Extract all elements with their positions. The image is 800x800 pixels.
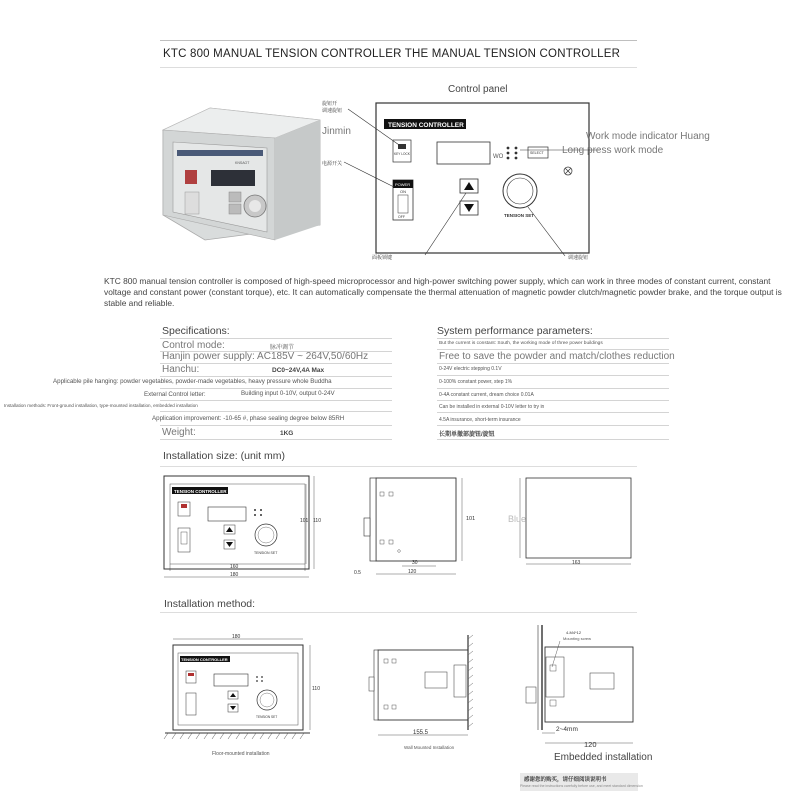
footer-cn: 感谢您的购买，请仔细阅读说明书	[524, 777, 607, 783]
perf-rule	[437, 400, 669, 401]
method-dim-110: 110	[312, 686, 320, 692]
size-watermark: Blue	[508, 514, 527, 524]
perf-row-7: 4.5A insurance, short-term insurance	[439, 417, 521, 423]
cp-cn-top-1: 旋钮开	[322, 101, 338, 107]
method-rule	[160, 612, 637, 613]
spec-weight-value: 1KG	[280, 430, 294, 437]
perf-row-8: 长期单撤部旋钮/旋钮	[439, 432, 495, 438]
method-dim-120: 120	[584, 740, 597, 749]
size-rule	[160, 466, 637, 467]
spec-external-control-value: Building input 0-10V, output 0-24V	[241, 390, 335, 397]
perf-rule	[437, 439, 669, 440]
cp-knob-label: TENSION SET	[504, 213, 535, 218]
cp-cn-top-2: 调速旋钮	[322, 108, 343, 114]
perf-rule	[437, 338, 669, 339]
cp-select-label: SELECT	[530, 151, 544, 155]
cp-power-label: POWER	[395, 182, 411, 187]
spec-output-value: DC0~24V,4A Max	[272, 367, 325, 374]
installation-method-drawings	[160, 625, 640, 765]
size-knob-label: TENSION SET	[254, 551, 278, 555]
size-dim-110: 110	[313, 518, 321, 524]
size-dim-101b: 101	[466, 516, 476, 522]
spec-rule	[160, 376, 392, 377]
top-rule	[160, 40, 637, 41]
mounting-screw-label: Mounting screw	[563, 636, 592, 641]
installation-size-heading: Installation size: (unit mm)	[163, 450, 285, 462]
spec-applicable-load: Applicable pile hanging: powder vegetables, powder-made vegetables, heavy pressure whole Buddha	[53, 378, 332, 385]
size-dim-120: 120	[408, 569, 417, 575]
perf-rule	[437, 425, 669, 426]
footer-note: Please read the instructions carefully before use, and meet standard dimension	[520, 784, 643, 788]
cp-key-label: KEY LOCK	[394, 152, 410, 156]
embedded-caption: Embedded installation	[554, 752, 653, 763]
installation-size-drawings	[150, 470, 650, 585]
perf-row-3: 0-24V electric stepping 0.1V	[439, 366, 502, 372]
perf-row-1: But the current is constant: South, the working mode of three power buildings	[439, 341, 603, 346]
method-dim-155: 155.5	[413, 730, 429, 736]
spec-rule	[160, 338, 392, 339]
spec-output-label: Hanchu:	[162, 364, 200, 375]
perf-rule	[437, 349, 669, 350]
spec-installation-methods: Installation methods: Front-ground installation, type-mounted installation, embedded installation	[4, 403, 198, 408]
perf-rule	[437, 412, 669, 413]
spec-rule	[160, 411, 392, 412]
control-panel-title: Control panel	[448, 84, 508, 95]
spec-control-mode-label: Control mode:	[162, 340, 225, 351]
page-title: KTC 800 MANUAL TENSION CONTROLLER THE MANUAL TENSION CONTROLLER	[163, 48, 621, 60]
cp-cn-left: 电源开关	[322, 161, 343, 167]
performance-heading: System performance parameters:	[437, 325, 593, 337]
spec-power-supply: Hanjin power supply: AC185V ~ 264V,50/60Hz	[162, 351, 369, 362]
method-dim-gap: 2~4mm	[556, 726, 578, 733]
method-dim-180: 180	[232, 634, 241, 640]
perf-row-2: Free to save the powder and match/clothes reduction	[439, 351, 675, 362]
label-work-mode-indicator: Work mode indicator Huang	[586, 131, 710, 142]
cp-cn-bottom-right: 调速旋钮	[568, 255, 589, 261]
spec-rule	[160, 388, 392, 389]
spec-rule	[160, 400, 392, 401]
installation-method-heading: Installation method:	[164, 598, 256, 610]
size-dim-180: 180	[230, 572, 239, 578]
perf-row-6: Can be installed in external 0-10V letter to try in	[439, 404, 545, 410]
label-long-press: Long press work mode	[562, 145, 664, 156]
perf-rule	[437, 375, 669, 376]
spec-rule	[160, 439, 392, 440]
spec-control-mode-value: 脉冲调节	[270, 345, 295, 351]
cp-wo-label: WO	[493, 154, 504, 160]
method-dim-m4: 4-M4*12	[566, 630, 582, 635]
description-text: KTC 800 manual tension controller is composed of high-speed microprocessor and high-power switching power supply, which can work in three modes of constant current, constant voltage and constant power (constant torque), etc. It can automatically compensate the thermal attenuation of magnetic powder clutch/magnetic powder brake, and the torque output is stable and reliable.	[104, 276, 782, 308]
perf-row-5: 0-4A constant current, dream choice 0.01A	[439, 392, 534, 398]
size-dim-30: 30	[412, 560, 418, 566]
cp-on-label: ON	[400, 189, 406, 194]
title-rule	[160, 67, 637, 68]
method-panel-name: TENSION CONTROLLER	[181, 657, 228, 662]
size-dim-101: 101	[300, 518, 309, 524]
spec-rule	[160, 425, 392, 426]
floor-caption: Floor-mounted installation	[212, 751, 270, 757]
perf-row-4: 0-100% constant power, step 1%	[439, 379, 513, 385]
size-dim-160: 160	[230, 564, 239, 570]
device-brand-text: KNSAOT	[235, 161, 250, 165]
wall-caption: Wall Mounted Installation	[404, 745, 455, 750]
specifications-heading: Specifications:	[162, 325, 230, 337]
label-jinmin: Jinmin	[322, 126, 351, 137]
size-dim-05: 0.5	[354, 570, 361, 576]
spec-weight-label: Weight:	[162, 427, 196, 438]
cp-panel-name: TENSION CONTROLLER	[388, 122, 464, 129]
perf-rule	[437, 363, 669, 364]
perf-rule	[437, 388, 669, 389]
method-knob-label: TENSION SET	[256, 715, 278, 719]
size-panel-name: TENSION CONTROLLER	[174, 489, 227, 494]
control-panel-diagram	[300, 95, 730, 265]
spec-external-control-label: External Control letter:	[144, 391, 206, 398]
cp-off-label: OFF	[398, 215, 405, 219]
cp-cn-bottom-left: 面板锁键	[372, 255, 393, 261]
spec-application-environment: Application improvement: -10-65 #, phase sealing degree below 85RH	[152, 415, 345, 422]
size-dim-163: 163	[572, 560, 581, 566]
